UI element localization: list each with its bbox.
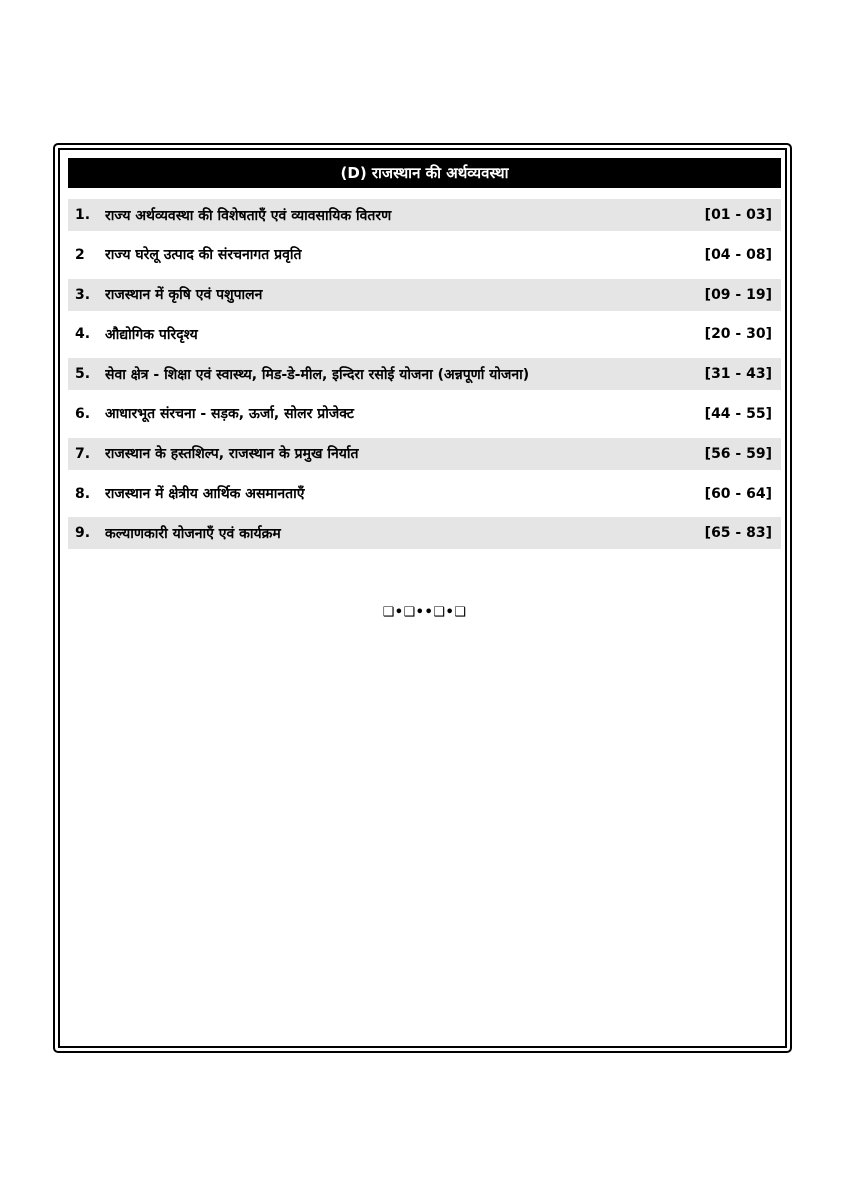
toc-number: 7.: [75, 445, 91, 462]
toc-pages: [44 - 55]: [704, 405, 772, 422]
toc-row-9[interactable]: [68, 517, 781, 549]
toc-title: औद्योगिक परिदृश्य: [105, 326, 198, 343]
toc-title: राज्य अर्थव्यवस्था की विशेषताएँ एवं व्यावसायिक वितरण: [105, 207, 392, 224]
toc-row-8[interactable]: [68, 478, 781, 510]
toc-number: 1.: [75, 207, 91, 223]
toc-number: 3.: [75, 286, 91, 303]
toc-number: 9.: [75, 525, 91, 542]
toc-pages: [20 - 30]: [704, 326, 772, 343]
toc-row-1[interactable]: [68, 199, 781, 231]
toc-title: सेवा क्षेत्र - शिक्षा एवं स्वास्थ्य, मिड-डे-मील, इन्दिरा रसोई योजना (अन्नपूर्णा योजना): [105, 366, 530, 383]
toc-pages: [04 - 08]: [704, 246, 772, 263]
toc-title: राजस्थान के हस्तशिल्प, राजस्थान के प्रमुख निर्यात: [105, 446, 359, 463]
toc-number: 8.: [75, 485, 91, 502]
toc-title: राजस्थान में कृषि एवं पशुपालन: [105, 287, 263, 304]
section-header: [68, 158, 781, 188]
section-title: (D) राजस्थान की अर्थव्यवस्था: [340, 164, 509, 182]
toc-pages: [09 - 19]: [704, 286, 772, 303]
toc-row-3[interactable]: [68, 279, 781, 311]
toc-row-4[interactable]: [68, 318, 781, 350]
toc-title: राजस्थान में क्षेत्रीय आर्थिक असमानताएँ: [105, 486, 305, 503]
toc-pages: [01 - 03]: [704, 207, 772, 223]
toc-number: 5.: [75, 366, 91, 383]
toc-row-6[interactable]: [68, 398, 781, 430]
toc-row-2[interactable]: [68, 239, 781, 271]
toc-number: 4.: [75, 326, 91, 343]
toc-number: 6.: [75, 405, 91, 422]
toc-pages: [31 - 43]: [704, 366, 772, 383]
toc-number: 2: [75, 246, 85, 263]
toc-title: कल्याणकारी योजनाएँ एवं कार्यक्रम: [105, 525, 281, 542]
toc-row-5[interactable]: [68, 358, 781, 390]
toc-pages: [56 - 59]: [704, 445, 772, 462]
toc-row-7[interactable]: [68, 438, 781, 470]
toc-pages: [60 - 64]: [704, 485, 772, 502]
end-ornament: ❑•❑••❑•❑: [382, 605, 467, 620]
toc-title: राज्य घरेलू उत्पाद की संरचनागत प्रवृति: [105, 247, 302, 264]
toc-title: आधारभूत संरचना - सड़क, ऊर्जा, सोलर प्रोजेक्ट: [105, 406, 354, 423]
table-of-contents: [68, 199, 781, 557]
toc-pages: [65 - 83]: [704, 525, 772, 542]
